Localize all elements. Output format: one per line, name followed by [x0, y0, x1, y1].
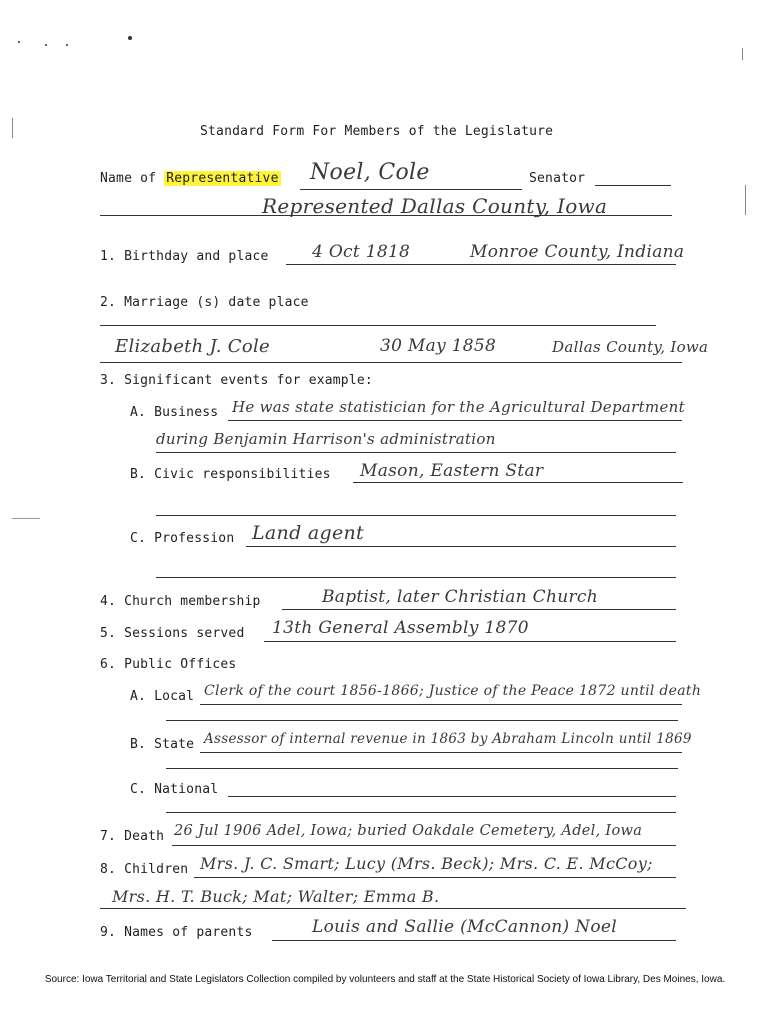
marriage-line-2: [100, 362, 682, 363]
parents-label: 9. Names of parents: [100, 925, 253, 940]
senator-label: Senator: [529, 171, 586, 186]
local-office-line-1: [200, 704, 682, 705]
church-label: 4. Church membership: [100, 594, 261, 609]
state-office-line-2: [166, 768, 678, 769]
local-office-line-2: [166, 720, 678, 721]
form-title: Standard Form For Members of the Legislature: [200, 124, 554, 139]
children-answer-2: Mrs. H. T. Buck; Mat; Walter; Emma B.: [112, 887, 440, 906]
state-office-answer: Assessor of internal revenue in 1863 by Abraham Lincoln until 1869: [204, 731, 692, 747]
marriage-label: 2. Marriage (s) date place: [100, 295, 309, 310]
sessions-answer: 13th General Assembly 1870: [272, 618, 529, 638]
name-label-prefix: Name of: [100, 171, 157, 186]
national-office-label: C. National: [130, 782, 219, 797]
business-line-2: [156, 452, 676, 453]
scan-speck: [66, 44, 68, 46]
name-answer: Noel, Cole: [310, 160, 430, 185]
birthday-label: 1. Birthday and place: [100, 249, 269, 264]
children-line-1: [194, 877, 676, 878]
national-office-line-1: [228, 796, 676, 797]
birthday-line: [286, 264, 676, 265]
children-label: 8. Children: [100, 862, 189, 877]
senator-line: [595, 185, 671, 186]
name-line: [300, 189, 522, 190]
name-answer-line2: Represented Dallas County, Iowa: [262, 194, 608, 218]
parents-line: [272, 940, 676, 941]
scan-mark: [12, 118, 13, 138]
profession-line-1: [246, 546, 676, 547]
name-label: [100, 171, 281, 186]
business-answer-2: during Benjamin Harrison's administration: [156, 430, 496, 448]
representative-highlight: Representative: [166, 171, 279, 186]
local-office-label: A. Local: [130, 689, 195, 704]
civic-line-2: [156, 515, 676, 516]
profession-line-2: [156, 577, 676, 578]
death-label: 7. Death: [100, 829, 165, 844]
sessions-line: [264, 641, 676, 642]
name-line-2: [100, 215, 672, 216]
marriage-date-answer: 30 May 1858: [380, 336, 497, 356]
parents-answer: Louis and Sallie (McCannon) Noel: [312, 917, 617, 937]
public-offices-label: 6. Public Offices: [100, 657, 237, 672]
scan-speck: [18, 41, 20, 43]
scan-mark: [745, 185, 746, 215]
death-line: [172, 845, 676, 846]
scan-mark: [742, 48, 743, 60]
business-line-1: [228, 420, 682, 421]
church-line: [282, 609, 676, 610]
civic-label: B. Civic responsibilities: [130, 467, 331, 482]
civic-answer: Mason, Eastern Star: [360, 461, 544, 481]
children-line-2: [100, 908, 686, 909]
death-answer: 26 Jul 1906 Adel, Iowa; buried Oakdale Cemetery, Adel, Iowa: [174, 823, 643, 839]
source-footer: Source: Iowa Territorial and State Legislators Collection compiled by volunteers and staff at the State Historical Society of Iowa Library, Des Moines, Iowa.: [44, 974, 726, 985]
profession-label: C. Profession: [130, 531, 235, 546]
scan-speck: [45, 44, 47, 46]
church-answer: Baptist, later Christian Church: [322, 587, 598, 607]
state-office-line-1: [200, 752, 682, 753]
business-answer-1: He was state statistician for the Agricultural Department: [232, 398, 685, 416]
spouse-answer: Elizabeth J. Cole: [115, 336, 270, 357]
national-office-line-2: [166, 812, 676, 813]
significant-events-label: 3. Significant events for example:: [100, 373, 373, 388]
business-label: A. Business: [130, 405, 219, 420]
marriage-line-1: [100, 325, 656, 326]
state-office-label: B. State: [130, 737, 195, 752]
scan-speck: [128, 36, 132, 40]
marriage-place-answer: Dallas County, Iowa: [552, 338, 709, 356]
birth-date-answer: 4 Oct 1818: [312, 242, 411, 262]
civic-line-1: [353, 482, 683, 483]
birth-place-answer: Monroe County, Indiana: [470, 242, 685, 262]
local-office-answer: Clerk of the court 1856-1866; Justice of the Peace 1872 until death: [204, 683, 702, 699]
sessions-label: 5. Sessions served: [100, 626, 245, 641]
children-answer-1: Mrs. J. C. Smart; Lucy (Mrs. Beck); Mrs. C. E. McCoy;: [200, 854, 653, 873]
scan-mark: [12, 518, 40, 519]
profession-answer: Land agent: [252, 522, 364, 544]
